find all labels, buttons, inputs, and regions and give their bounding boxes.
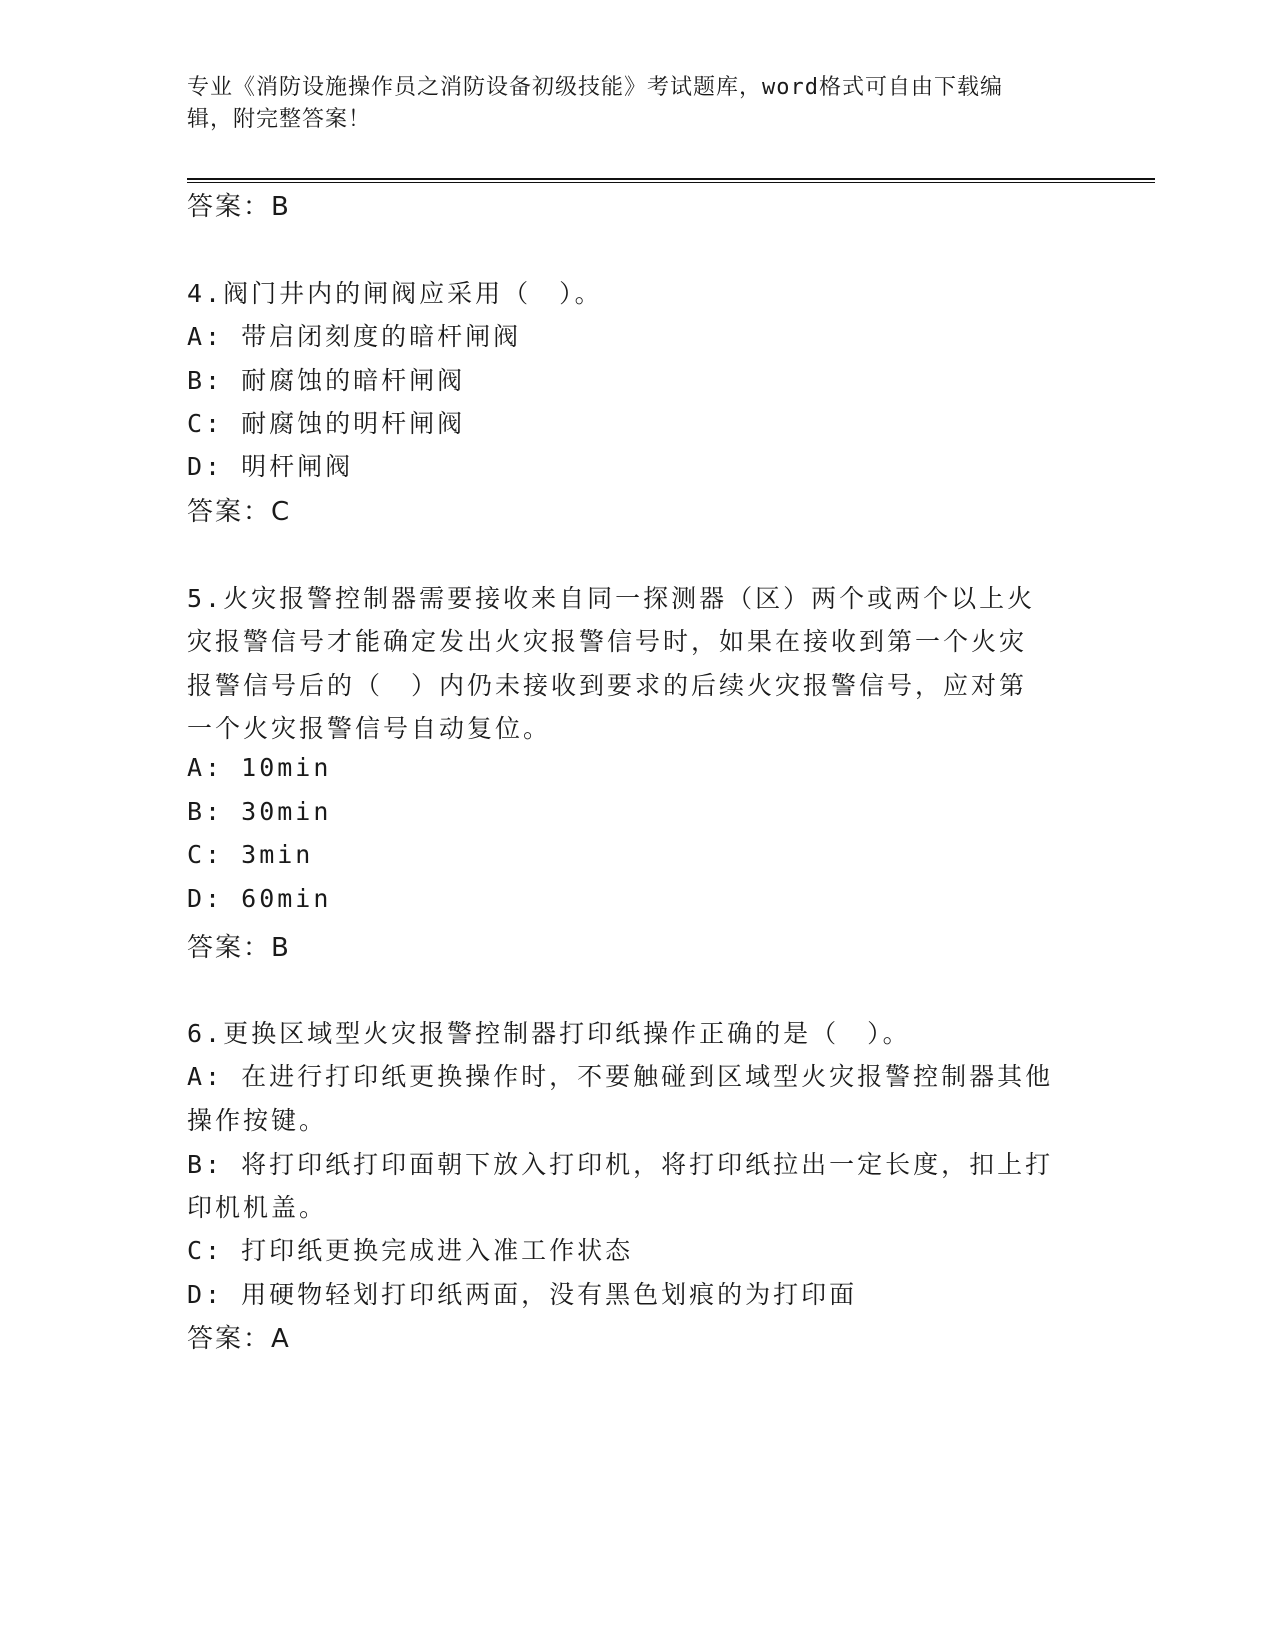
q6-option-b-line-2: 印机机盖。 (187, 1193, 328, 1222)
q6-option-d: D: 用硬物轻划打印纸两面，没有黑色划痕的为打印面 (187, 1280, 858, 1309)
q4-answer: 答案：C (187, 497, 292, 527)
q5-stem-line-3: 报警信号后的（ ）内仍未接收到要求的后续火灾报警信号，应对第 (187, 671, 1028, 700)
q5-option-d: D: 60min (187, 884, 332, 913)
header-rule-thin (187, 182, 1155, 183)
q6-answer: 答案：A (187, 1324, 291, 1354)
answer-prev: 答案：B (187, 192, 291, 222)
q5-option-b: B: 30min (187, 797, 332, 826)
q5-stem-line-1: 5.火灾报警控制器需要接收来自同一探测器（区）两个或两个以上火 (187, 584, 1036, 613)
q6-stem: 6.更换区域型火灾报警控制器打印纸操作正确的是（ ）。 (187, 1019, 911, 1048)
q5-option-a: A: 10min (187, 753, 332, 782)
q4-option-d: D: 明杆闸阀 (187, 452, 354, 481)
q4-stem: 4.阀门井内的闸阀应采用（ ）。 (187, 279, 603, 308)
header-rule-thick (187, 178, 1155, 180)
q6-option-a-line-2: 操作按键。 (187, 1106, 328, 1135)
q5-answer: 答案：B (187, 933, 291, 963)
header-line-2: 辑，附完整答案！ (187, 107, 372, 132)
q5-option-c: C: 3min (187, 840, 314, 869)
q6-option-c: C: 打印纸更换完成进入准工作状态 (187, 1236, 634, 1265)
q5-stem-line-4: 一个火灾报警信号自动复位。 (187, 714, 552, 743)
q6-option-b-line-1: B: 将打印纸打印面朝下放入打印机，将打印纸拉出一定长度，扣上打 (187, 1150, 1054, 1179)
q4-option-b: B: 耐腐蚀的暗杆闸阀 (187, 366, 466, 395)
document-header (187, 72, 1067, 136)
header-line-1: 专业《消防设施操作员之消防设备初级技能》考试题库，word格式可自由下载编 (187, 75, 1003, 100)
q6-option-a-line-1: A: 在进行打印纸更换操作时，不要触碰到区域型火灾报警控制器其他 (187, 1062, 1054, 1091)
q4-option-c: C: 耐腐蚀的明杆闸阀 (187, 409, 466, 438)
q5-stem-line-2: 灾报警信号才能确定发出火灾报警信号时，如果在接收到第一个火灾 (187, 627, 1028, 656)
q4-option-a: A: 带启闭刻度的暗杆闸阀 (187, 322, 522, 351)
